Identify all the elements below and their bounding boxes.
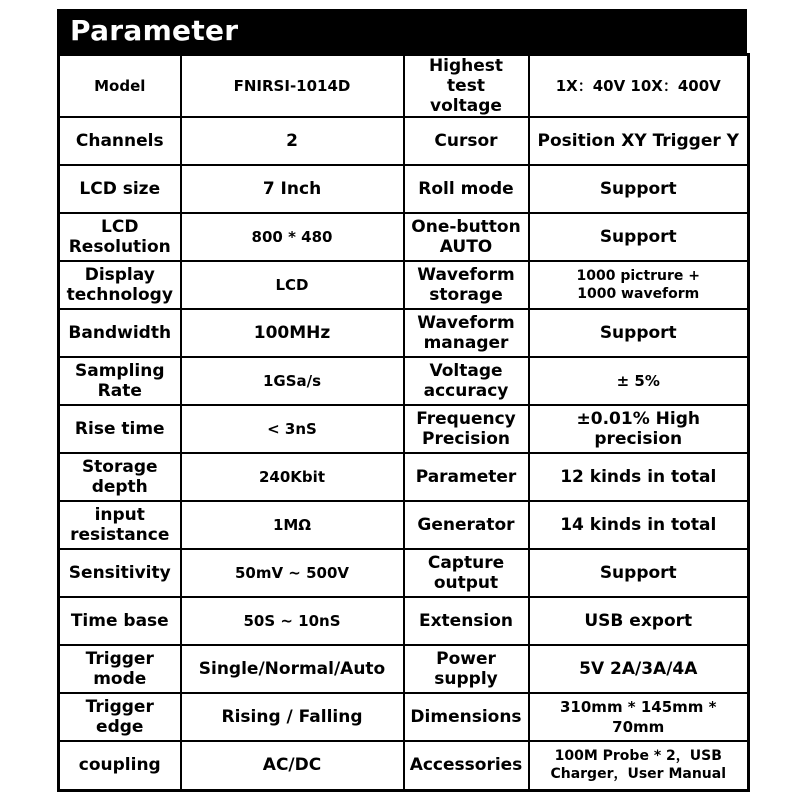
- table-row: [59, 597, 749, 645]
- table-row: [59, 501, 749, 549]
- spec-value-cell: 50mV ~ 500V: [181, 549, 404, 597]
- spec-label-cell: Model: [59, 55, 181, 118]
- spec-label-cell: Accessories: [404, 741, 529, 790]
- spec-label-cell: Cursor: [404, 117, 529, 165]
- spec-label-cell: Frequency Precision: [404, 405, 529, 453]
- table-row: [59, 405, 749, 453]
- spec-value-cell: 800 * 480: [181, 213, 404, 261]
- spec-value-cell: Support: [529, 309, 749, 357]
- spec-label-cell: Storage depth: [59, 453, 181, 501]
- spec-value-cell: 50S ~ 10nS: [181, 597, 404, 645]
- spec-label-cell: Capture output: [404, 549, 529, 597]
- spec-label-cell: Sampling Rate: [59, 357, 181, 405]
- spec-value-cell: FNIRSI-1014D: [181, 55, 404, 118]
- spec-label-cell: Trigger mode: [59, 645, 181, 693]
- spec-value-cell: AC/DC: [181, 741, 404, 790]
- spec-label-cell: Generator: [404, 501, 529, 549]
- spec-label-cell: Roll mode: [404, 165, 529, 213]
- spec-label-cell: Power supply: [404, 645, 529, 693]
- spec-value-cell: 100MHz: [181, 309, 404, 357]
- spec-label-cell: Waveform storage: [404, 261, 529, 309]
- spec-value-cell: Rising / Falling: [181, 693, 404, 741]
- spec-label-cell: input resistance: [59, 501, 181, 549]
- table-row: [59, 453, 749, 501]
- spec-label-cell: Highest test voltage: [404, 55, 529, 118]
- table-row: [59, 55, 749, 118]
- table-row: [59, 645, 749, 693]
- spec-value-cell: 240Kbit: [181, 453, 404, 501]
- spec-value-cell: ± 5%: [529, 357, 749, 405]
- spec-value-cell: 7 Inch: [181, 165, 404, 213]
- spec-label-cell: Bandwidth: [59, 309, 181, 357]
- spec-label-cell: Sensitivity: [59, 549, 181, 597]
- spec-value-cell: 2: [181, 117, 404, 165]
- table-row: [59, 165, 749, 213]
- spec-label-cell: Waveform manager: [404, 309, 529, 357]
- spec-label-cell: One-button AUTO: [404, 213, 529, 261]
- table-row: [59, 693, 749, 741]
- spec-label-cell: Voltage accuracy: [404, 357, 529, 405]
- table-row: [59, 213, 749, 261]
- spec-label-cell: Rise time: [59, 405, 181, 453]
- spec-label-cell: LCD Resolution: [59, 213, 181, 261]
- spec-value-cell: Position XY Trigger Y: [529, 117, 749, 165]
- spec-value-cell: ±0.01% High precision: [529, 405, 749, 453]
- spec-label-cell: Parameter: [404, 453, 529, 501]
- spec-value-cell: 1X：40V 10X：400V: [529, 55, 749, 118]
- spec-label-cell: coupling: [59, 741, 181, 790]
- spec-value-cell: 1MΩ: [181, 501, 404, 549]
- spec-label-cell: Channels: [59, 117, 181, 165]
- spec-label-cell: Time base: [59, 597, 181, 645]
- spec-value-cell: 1000 pictrure + 1000 waveform: [529, 261, 749, 309]
- spec-label-cell: Trigger edge: [59, 693, 181, 741]
- spec-value-cell: 100M Probe * 2，USB Charger，User Manual: [529, 741, 749, 790]
- spec-label-cell: LCD size: [59, 165, 181, 213]
- spec-label-cell: Extension: [404, 597, 529, 645]
- spec-table: [57, 53, 750, 792]
- spec-value-cell: Support: [529, 165, 749, 213]
- table-row: [59, 261, 749, 309]
- spec-value-cell: 310mm * 145mm * 70mm: [529, 693, 749, 741]
- spec-value-cell: < 3nS: [181, 405, 404, 453]
- spec-value-cell: Single/Normal/Auto: [181, 645, 404, 693]
- table-row: [59, 549, 749, 597]
- spec-table-body: [59, 55, 749, 791]
- spec-value-cell: Support: [529, 549, 749, 597]
- spec-value-cell: USB export: [529, 597, 749, 645]
- table-row: [59, 117, 749, 165]
- spec-label-cell: Dimensions: [404, 693, 529, 741]
- spec-value-cell: 14 kinds in total: [529, 501, 749, 549]
- spec-value-cell: 1GSa/s: [181, 357, 404, 405]
- spec-value-cell: 12 kinds in total: [529, 453, 749, 501]
- table-row: [59, 357, 749, 405]
- spec-value-cell: Support: [529, 213, 749, 261]
- table-row: [59, 741, 749, 790]
- spec-value-cell: 5V 2A/3A/4A: [529, 645, 749, 693]
- table-row: [59, 309, 749, 357]
- spec-value-cell: LCD: [181, 261, 404, 309]
- page-title: Parameter: [70, 14, 239, 47]
- spec-label-cell: Display technology: [59, 261, 181, 309]
